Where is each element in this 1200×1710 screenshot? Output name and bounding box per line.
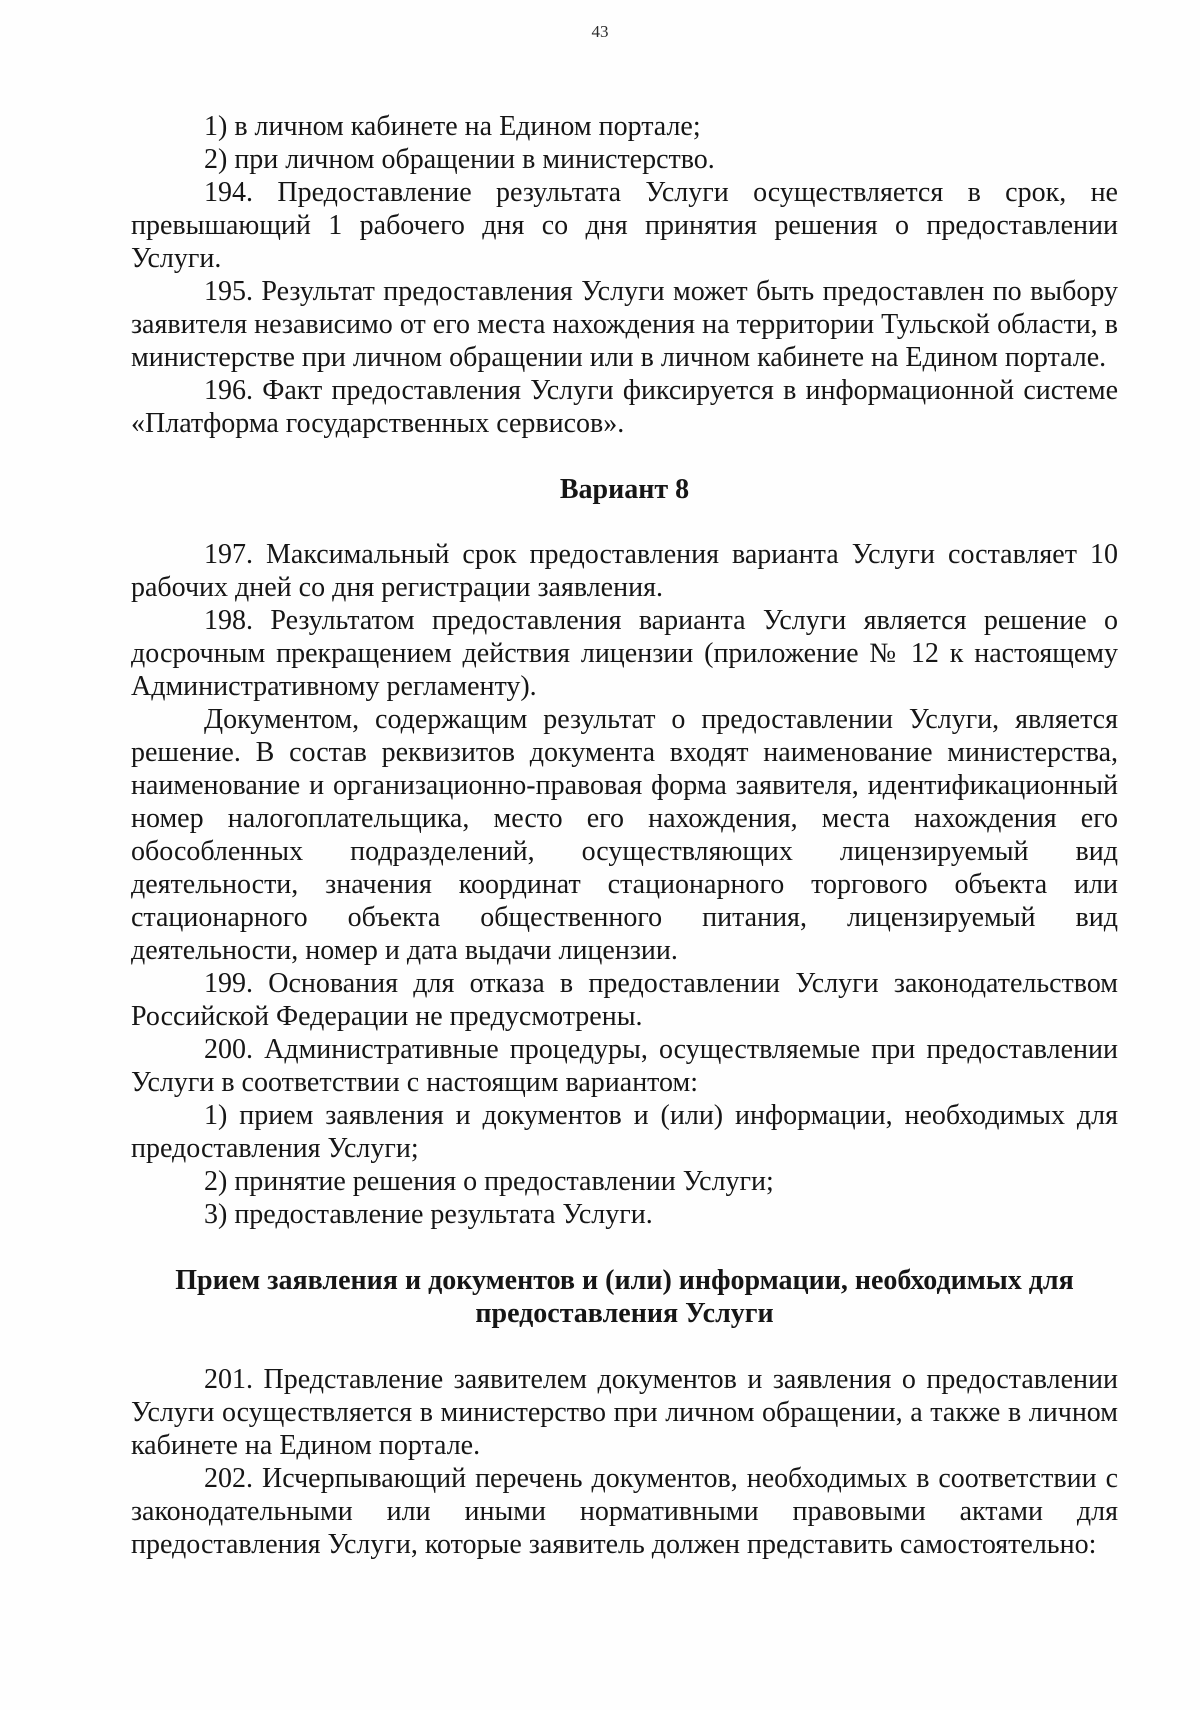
list-item: 1) в личном кабинете на Едином портале;	[204, 111, 701, 142]
paragraph-195: 195. Результат предоставления Услуги может быть предоставлен по выбору заявителя независимо от его места нахождения на территории Тульской области, в министерстве при личном обращении или в личном кабинете на Едином портале.	[131, 276, 1118, 373]
page-number: 43	[591, 22, 609, 41]
paragraph-194: 194. Предоставление результата Услуги осуществляется в срок, не превышающий 1 рабочего дня со дня принятия решения о предоставлении Услуги.	[131, 177, 1118, 274]
paragraph-202: 202. Исчерпывающий перечень документов, необходимых в соответствии с законодательными или иными нормативными правовыми актами для предоставления Услуги, которые заявитель должен представить самостоятельно:	[131, 1463, 1118, 1560]
list-item: 2) при личном обращении в министерство.	[204, 144, 715, 175]
paragraph-200: 200. Административные процедуры, осуществляемые при предоставлении Услуги в соответствии с настоящим вариантом:	[131, 1034, 1118, 1098]
paragraph-result-document: Документом, содержащим результат о предоставлении Услуги, является решение. В состав реквизитов документа входят наименование министерства, наименование и организационно-правовая форма заявителя, идентификационный номер налогоплательщика, место его нахождения, места нахождения его обособленных подразделений, осуществляющих лицензируемый вид деятельности, значения координат стационарного торгового объекта или стационарного объекта общественного питания, лицензируемый вид деятельности, номер и дата выдачи лицензии.	[131, 704, 1118, 966]
paragraph-201: 201. Представление заявителем документов и заявления о предоставлении Услуги осуществляется в министерство при личном обращении, а также в личном кабинете на Едином портале.	[131, 1364, 1118, 1461]
list-item: 1) прием заявления и документов и (или) информации, необходимых для предоставления Услуги;	[131, 1100, 1118, 1164]
paragraph-199: 199. Основания для отказа в предоставлении Услуги законодательством Российской Федерации не предусмотрены.	[131, 968, 1118, 1032]
paragraph-197: 197. Максимальный срок предоставления варианта Услуги составляет 10 рабочих дней со дня регистрации заявления.	[131, 539, 1118, 603]
list-item: 3) предоставление результата Услуги.	[204, 1199, 653, 1230]
document-body	[131, 110, 1118, 1561]
section-heading: Прием заявления и документов и (или) информации, необходимых для предоставления Услуги	[175, 1265, 1074, 1329]
paragraph-196: 196. Факт предоставления Услуги фиксируется в информационной системе «Платформа государственных сервисов».	[131, 375, 1118, 439]
paragraph-198: 198. Результатом предоставления варианта Услуги является решение о досрочным прекращением действия лицензии (приложение № 12 к настоящему Административному регламенту).	[131, 605, 1118, 702]
variant-heading: Вариант 8	[559, 474, 690, 505]
list-item: 2) принятие решения о предоставлении Услуги;	[204, 1166, 774, 1197]
